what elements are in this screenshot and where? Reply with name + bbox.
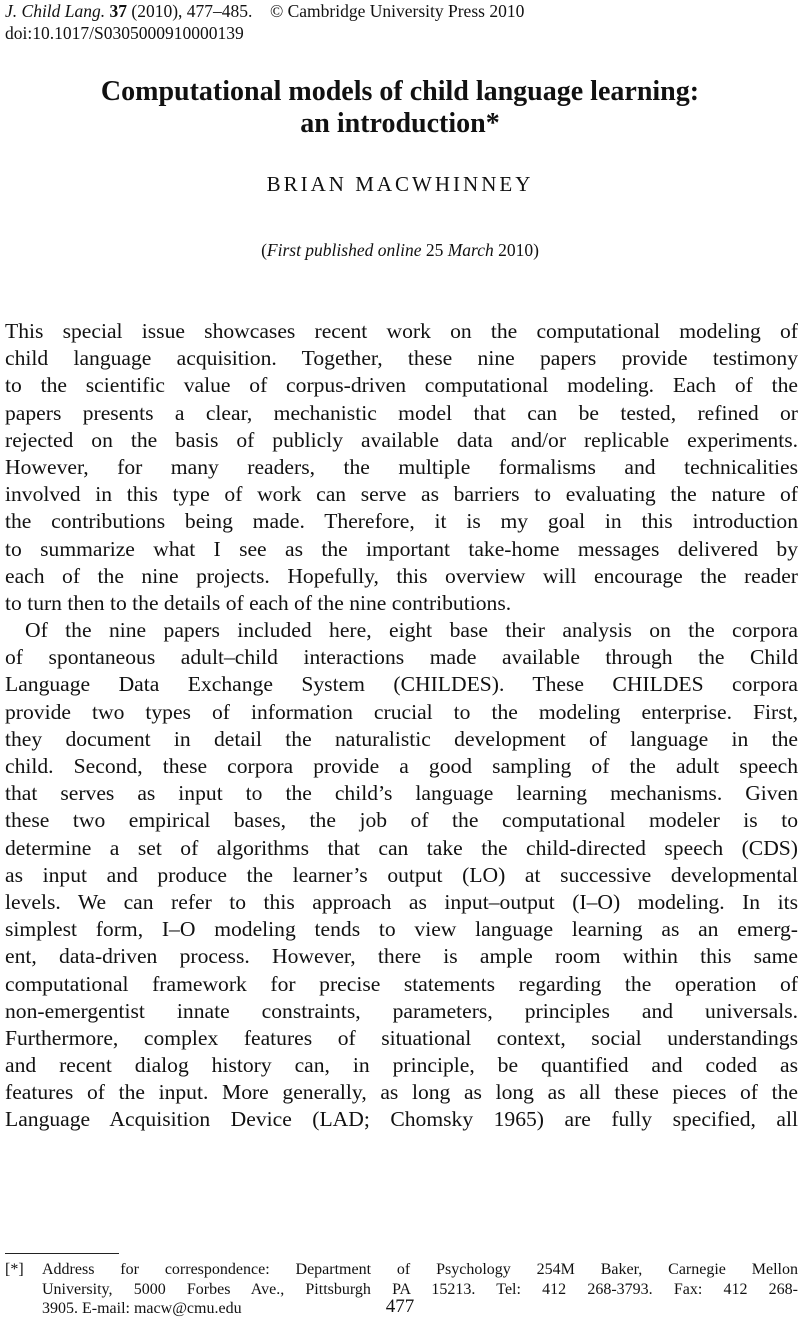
body-line: to the scientific value of corpus-driven computational modeling. Each of the — [5, 373, 798, 398]
body-line: computational framework for precise statements regarding the operation of — [5, 971, 798, 996]
footnote-divider — [5, 1253, 119, 1254]
volume-number: 37 — [109, 1, 128, 21]
body-line: to summarize what I see as the important take-home messages delivered by — [5, 536, 798, 561]
title-line-2: an introduction* — [300, 108, 500, 139]
doi[interactable]: doi:10.1017/S0305000910000139 — [5, 23, 244, 43]
paragraph-1 — [5, 318, 798, 617]
body-line: they document in detail the naturalistic development of language in the — [5, 726, 798, 751]
journal-abbrev: J. Child Lang. — [5, 1, 106, 21]
body-line: Of the nine papers included here, eight base their analysis on the corpora — [25, 618, 798, 643]
body-line: levels. We can refer to this approach as input–output (I–O) modeling. In its — [5, 889, 798, 914]
body-line: features of the input. More generally, as long as long as all these pieces of the — [5, 1080, 798, 1105]
body-line: each of the nine projects. Hopefully, this overview will encourage the reader — [5, 563, 798, 588]
pub-month: March — [447, 240, 494, 260]
footnote-line: Address for correspondence: Department of Psychology 254M Baker, Carnegie Mellon — [42, 1261, 798, 1278]
citation-line — [5, 0, 795, 22]
body-line: as input and produce the learner’s output (LO) at successive developmental — [5, 862, 798, 887]
citation-pages: (2010), 477–485. — [131, 1, 253, 21]
body-line: that serves as input to the child’s language learning mechanisms. Given — [5, 781, 798, 806]
title-line-1: Computational models of child language learning: — [100, 76, 700, 107]
pub-year: 2010) — [493, 240, 539, 260]
footnote-marker: [*] — [5, 1261, 24, 1278]
article-title — [0, 76, 800, 140]
body-line: papers presents a clear, mechanistic model that can be tested, refined or — [5, 400, 798, 425]
body-line: of spontaneous adult–child interactions made available through the Child — [5, 645, 798, 670]
body-line: rejected on the basis of publicly available data and/or replicable experiments. — [5, 427, 798, 452]
body-line: the contributions being made. Therefore, it is my goal in this introduction — [5, 509, 798, 534]
paragraph-2 — [5, 617, 798, 1134]
body-line: determine a set of algorithms that can take the child-directed speech (CDS) — [5, 835, 798, 860]
body-line: Furthermore, complex features of situational context, social understandings — [5, 1025, 798, 1050]
pub-day: 25 — [421, 240, 448, 260]
pub-online-label: First published online — [266, 240, 422, 260]
copyright-notice: © Cambridge University Press 2010 — [269, 1, 525, 21]
body-line: simplest form, I–O modeling tends to view language learning as an emerg- — [5, 917, 798, 942]
body-line: to turn then to the details of each of the nine contributions. — [5, 590, 512, 615]
footnote-line: 3905. E-mail: macw@cmu.edu — [42, 1300, 242, 1317]
body-line: Language Acquisition Device (LAD; Chomsky 1965) are fully specified, all — [5, 1107, 798, 1132]
body-line: This special issue showcases recent work on the computational modeling of — [5, 319, 798, 343]
body-line: involved in this type of work can serve as barriers to evaluating the nature of — [5, 482, 798, 507]
body-line: these two empirical bases, the job of the computational modeler is to — [5, 808, 798, 833]
running-header — [5, 0, 795, 44]
body-line: However, for many readers, the multiple formalisms and technicalities — [5, 454, 798, 479]
article-body — [5, 318, 798, 1134]
body-line: Language Data Exchange System (CHILDES). These CHILDES corpora — [5, 672, 798, 697]
footnote-line: University, 5000 Forbes Ave., Pittsburgh PA 15213. Tel: 412 268-3793. Fax: 412 268- — [42, 1280, 798, 1298]
body-line: provide two types of information crucial to the modeling enterprise. First, — [5, 699, 798, 724]
body-line: child language acquisition. Together, these nine papers provide testimony — [5, 346, 798, 371]
body-line: ent, data-driven process. However, there is ample room within this same — [5, 944, 798, 969]
author-name: BRIAN MACWHINNEY — [266, 172, 534, 196]
page-number: 477 — [385, 1296, 415, 1317]
pub-open-paren: ( — [261, 240, 267, 260]
body-line: and recent dialog history can, in principle, be quantified and coded as — [5, 1053, 798, 1078]
publication-date — [0, 240, 800, 261]
body-line: non-emergentist innate constraints, parameters, principles and universals. — [5, 998, 798, 1023]
body-line: child. Second, these corpora provide a good sampling of the adult speech — [5, 754, 798, 778]
